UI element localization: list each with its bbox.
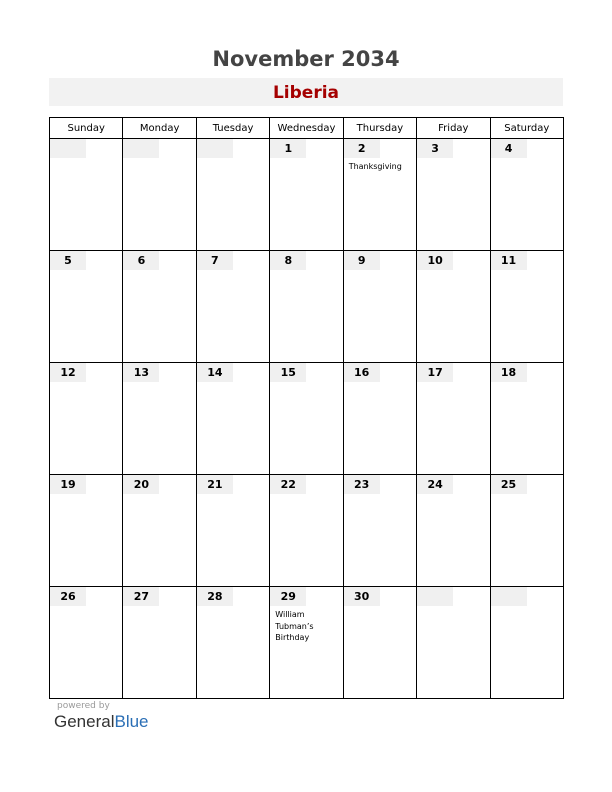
- calendar-body: [50, 139, 564, 699]
- day-cell: [50, 363, 123, 475]
- day-number: 27: [123, 587, 159, 606]
- day-cell: [343, 251, 416, 363]
- day-number: 22: [270, 475, 306, 494]
- day-number: 10: [417, 251, 453, 270]
- country-banner: [49, 78, 563, 106]
- day-number: 15: [270, 363, 306, 382]
- day-number: 14: [197, 363, 233, 382]
- day-cell: [196, 475, 269, 587]
- weekday-header: Sunday: [50, 118, 123, 139]
- weekday-header: Friday: [417, 118, 490, 139]
- day-cell: [123, 363, 196, 475]
- day-cell: [123, 251, 196, 363]
- day-cell: [343, 587, 416, 699]
- day-cell: [50, 139, 123, 251]
- day-number: [197, 139, 233, 158]
- day-number: 17: [417, 363, 453, 382]
- day-cell: [343, 363, 416, 475]
- day-cell: [50, 251, 123, 363]
- day-cell: [123, 139, 196, 251]
- weekday-header: Thursday: [343, 118, 416, 139]
- day-cell: [490, 139, 563, 251]
- day-cell: [490, 363, 563, 475]
- day-cell: [50, 475, 123, 587]
- day-number: 21: [197, 475, 233, 494]
- day-number: 4: [491, 139, 527, 158]
- day-cell: [343, 139, 416, 251]
- day-number: [123, 139, 159, 158]
- day-cell: [490, 251, 563, 363]
- day-number: [417, 587, 453, 606]
- day-cell: [490, 587, 563, 699]
- day-number: 16: [344, 363, 380, 382]
- day-number: 13: [123, 363, 159, 382]
- day-cell: [417, 251, 490, 363]
- day-cell: [196, 363, 269, 475]
- day-cell: [270, 251, 343, 363]
- day-cell: [490, 475, 563, 587]
- day-cell: [196, 587, 269, 699]
- weekday-header: Tuesday: [196, 118, 269, 139]
- week-row: [50, 363, 564, 475]
- day-number: 25: [491, 475, 527, 494]
- day-cell: [123, 587, 196, 699]
- day-number: 2: [344, 139, 380, 158]
- week-row: [50, 139, 564, 251]
- page-title: November 2034: [212, 47, 400, 71]
- holiday-label: Thanksgiving: [348, 162, 402, 171]
- day-cell: [196, 251, 269, 363]
- day-number: 29: [270, 587, 306, 606]
- holiday-label: William Tubman’s Birthday: [275, 610, 314, 642]
- day-number: 26: [50, 587, 86, 606]
- weekday-header-row: [50, 118, 564, 139]
- day-cell: [196, 139, 269, 251]
- day-cell: [417, 587, 490, 699]
- day-number: 28: [197, 587, 233, 606]
- day-number: 23: [344, 475, 380, 494]
- day-cell: [270, 139, 343, 251]
- day-number: 5: [50, 251, 86, 270]
- country-name: Liberia: [272, 83, 340, 103]
- week-row: [50, 475, 564, 587]
- day-cell: [270, 475, 343, 587]
- powered-by-label: powered by: [57, 701, 110, 711]
- day-number: 6: [123, 251, 159, 270]
- calendar-grid: [49, 117, 564, 699]
- day-number: 30: [344, 587, 380, 606]
- footer: [54, 700, 149, 732]
- day-number: [491, 587, 527, 606]
- day-number: 24: [417, 475, 453, 494]
- day-number: 3: [417, 139, 453, 158]
- weekday-header: Saturday: [490, 118, 563, 139]
- day-cell: [417, 139, 490, 251]
- weekday-header: Monday: [123, 118, 196, 139]
- brand-general-text: General: [54, 712, 115, 731]
- weekday-header: Wednesday: [270, 118, 343, 139]
- day-cell: [270, 587, 343, 699]
- brand-blue-text: Blue: [114, 712, 149, 731]
- day-cell: [343, 475, 416, 587]
- day-number: 11: [491, 251, 527, 270]
- day-cell: [123, 475, 196, 587]
- week-row: [50, 251, 564, 363]
- day-cell: [50, 587, 123, 699]
- day-number: 8: [270, 251, 306, 270]
- week-row: [50, 587, 564, 699]
- day-cell: [270, 363, 343, 475]
- day-number: 18: [491, 363, 527, 382]
- day-number: [50, 139, 86, 158]
- day-cell: [417, 363, 490, 475]
- day-number: 7: [197, 251, 233, 270]
- day-number: 9: [344, 251, 380, 270]
- day-number: 19: [50, 475, 86, 494]
- day-number: 12: [50, 363, 86, 382]
- day-number: 20: [123, 475, 159, 494]
- day-number: 1: [270, 139, 306, 158]
- generalblue-logo[interactable]: [54, 712, 149, 732]
- day-cell: [417, 475, 490, 587]
